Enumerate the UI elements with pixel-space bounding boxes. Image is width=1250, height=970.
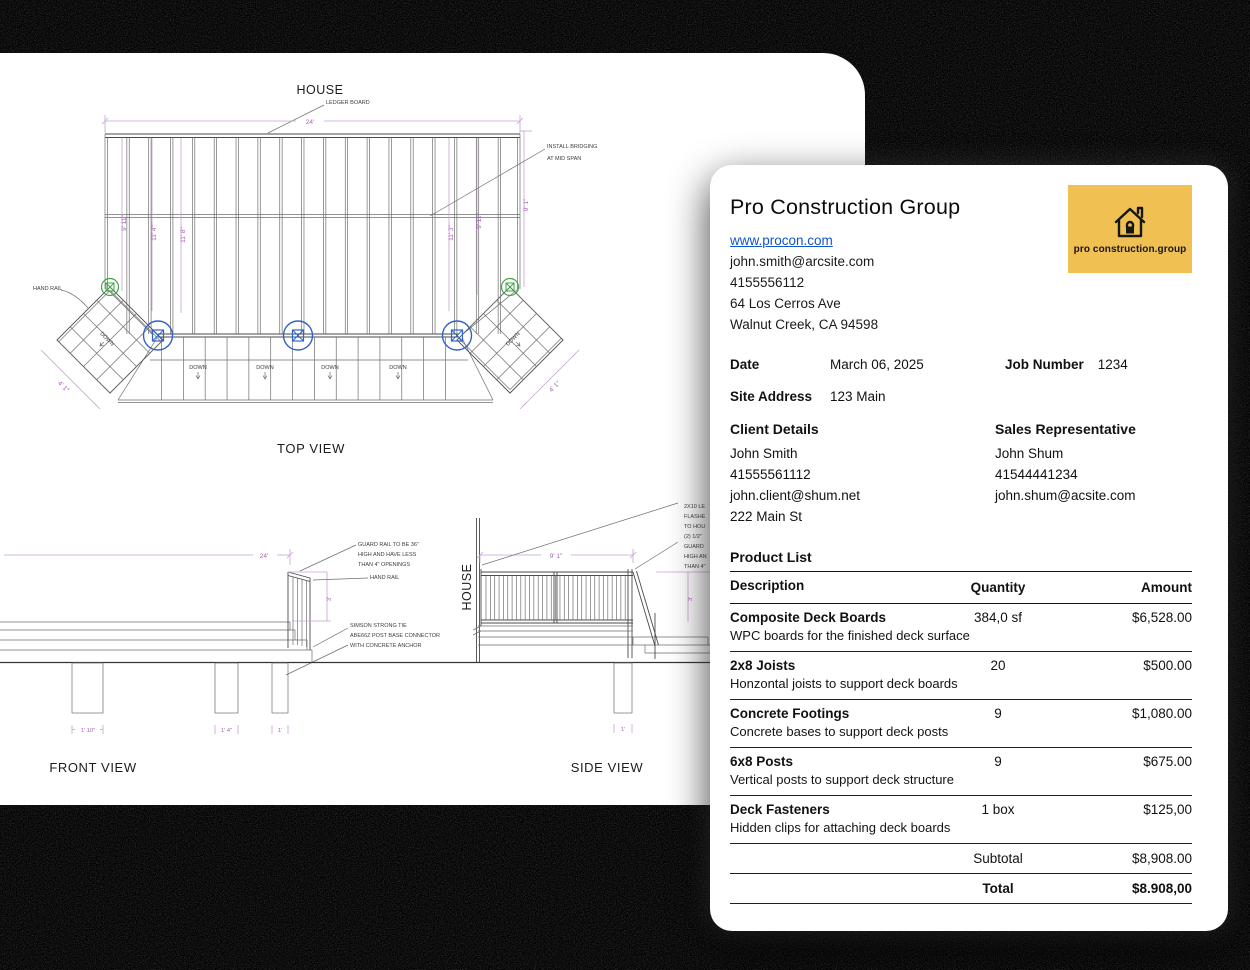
svg-text:11' 4": 11' 4" [151, 225, 158, 241]
svg-text:DOWN: DOWN [505, 331, 522, 348]
svg-text:DOWN: DOWN [189, 365, 207, 371]
top-view-width-dim: 24' [305, 119, 315, 126]
stair-down-labels [189, 365, 406, 379]
install-bridging-label-2: AT MID SPAN [547, 156, 582, 162]
svg-text:GUARD: GUARD [684, 544, 704, 550]
invoice-meta [730, 357, 1192, 404]
side-view-caption: SIDE VIEW [570, 760, 644, 775]
svg-text:2X10 LE: 2X10 LE [684, 504, 706, 510]
guard-rail-note [358, 542, 419, 568]
job-number-value: 1234 [1097, 357, 1128, 372]
svg-text:THAN 4": THAN 4" [684, 564, 706, 570]
svg-text:HIGH AND HAVE LESS: HIGH AND HAVE LESS [358, 552, 417, 558]
footing-dims [81, 728, 282, 734]
svg-text:TO HOU: TO HOU [684, 524, 706, 530]
ledger-board-label: LEDGER BOARD [326, 100, 370, 106]
client-details-title: Client Details [730, 421, 819, 437]
svg-text:GUARD RAIL TO BE 36": GUARD RAIL TO BE 36" [358, 542, 419, 548]
svg-text:9' 11": 9' 11" [121, 215, 128, 231]
company-email: john.smith@arcsite.com [730, 254, 875, 269]
company-address-1: 64 Los Cerros Ave [730, 296, 841, 311]
company-address-2: Walnut Creek, CA 94598 [730, 317, 879, 332]
svg-text:9' 1": 9' 1" [523, 198, 530, 212]
product-list-title: Product List [730, 549, 812, 565]
subtotal-row: Subtotal $8,908.00 [730, 844, 1192, 874]
top-view-hand-rail-label: HAND RAIL [33, 286, 63, 292]
table-row: Deck Fasteners 1 box $125,00 Hidden clips for attaching deck boards [730, 796, 1192, 844]
stair-down-label-left [94, 331, 115, 352]
site-address-value: 123 Main [830, 389, 886, 404]
svg-text:1': 1' [277, 728, 283, 734]
svg-text:SIMSON STRONG TIE: SIMSON STRONG TIE [350, 623, 407, 629]
side-footing-dim: 1' [620, 727, 626, 733]
front-hand-rail-label: HAND RAIL [370, 575, 400, 581]
svg-text:ABE66Z POST BASE CONNECTOR: ABE66Z POST BASE CONNECTOR [350, 633, 440, 639]
date-value: March 06, 2025 [830, 357, 924, 372]
table-row: 6x8 Posts 9 $675.00 Vertical posts to support deck structure [730, 748, 1192, 796]
front-view-house-label: HOUSE [460, 563, 474, 611]
stair-dim-left: 4' 1" [56, 380, 70, 394]
svg-text:1' 4": 1' 4" [220, 728, 233, 734]
svg-text:DOWN: DOWN [256, 365, 274, 371]
svg-text:11' 8": 11' 8" [180, 227, 187, 243]
top-view-house-label: HOUSE [296, 83, 344, 97]
company-phone: 4155556112 [730, 275, 805, 290]
logo-text: pro construction.group [1073, 244, 1187, 255]
company-name: Pro Construction Group [730, 195, 961, 219]
svg-text:1' 10": 1' 10" [80, 728, 96, 734]
post-marker-green-left [102, 279, 119, 296]
side-view-depth-dim: 9' 1" [549, 553, 563, 560]
ledger-note [684, 504, 706, 540]
front-view-caption: FRONT VIEW [49, 760, 137, 775]
sales-representative: Sales Representative John Shum 41544441234 john.shum@acsite.com [995, 421, 1136, 503]
house-icon [1109, 203, 1151, 241]
table-row: Concrete Footings 9 $1,080.00 Concrete bases to support deck posts [730, 700, 1192, 748]
svg-text:FLASHE: FLASHE [684, 514, 706, 520]
product-table-header: Description Quantity Amount [730, 571, 1192, 604]
product-table [730, 571, 1192, 904]
svg-text:DOWN: DOWN [98, 331, 115, 348]
site-address-label: Site Address [730, 389, 813, 404]
svg-text:11' 3": 11' 3" [448, 225, 455, 241]
front-rail-height-dim: 3' [327, 596, 333, 602]
svg-text:THAN 4" OPENINGS: THAN 4" OPENINGS [358, 562, 411, 568]
post-marker-blue-2 [284, 321, 313, 350]
stair-dim-right: 4' 1" [548, 380, 562, 394]
total-row: Total $8.908,00 [730, 874, 1192, 904]
company-logo [1068, 185, 1192, 273]
side-rail-height-dim: 3' [688, 596, 694, 602]
top-view-caption: TOP VIEW [277, 441, 345, 456]
sales-representative-title: Sales Representative [995, 421, 1136, 437]
table-row: Composite Deck Boards 384,0 sf $6,528.00 WPC boards for the finished deck surface [730, 604, 1192, 652]
svg-text:DOWN: DOWN [389, 365, 407, 371]
svg-text:(2) 1/2": (2) 1/2" [684, 534, 702, 540]
svg-text:9' 11": 9' 11" [476, 213, 483, 229]
svg-text:WITH CONCRETE ANCHOR: WITH CONCRETE ANCHOR [350, 643, 422, 649]
install-bridging-label-1: INSTALL BRIDGING [547, 144, 598, 150]
front-view-width-dim: 24' [259, 553, 269, 560]
svg-text:HIGH AN: HIGH AN [684, 554, 707, 560]
company-website-link[interactable]: www.procon.com [730, 233, 833, 248]
post-base-note [350, 623, 440, 649]
svg-text:DOWN: DOWN [321, 365, 339, 371]
post-marker-green-right [502, 279, 519, 296]
stair-down-label-right [505, 331, 526, 352]
job-number-label: Job Number [1005, 357, 1084, 372]
invoice-card [710, 165, 1228, 931]
table-row: 2x8 Joists 20 $500.00 Honzontal joists to support deck boards [730, 652, 1192, 700]
date-label: Date [730, 357, 760, 372]
client-details: Client Details John Smith 41555561112 john.client@shum.net 222 Main St [730, 421, 995, 527]
side-guard-note [684, 544, 707, 570]
